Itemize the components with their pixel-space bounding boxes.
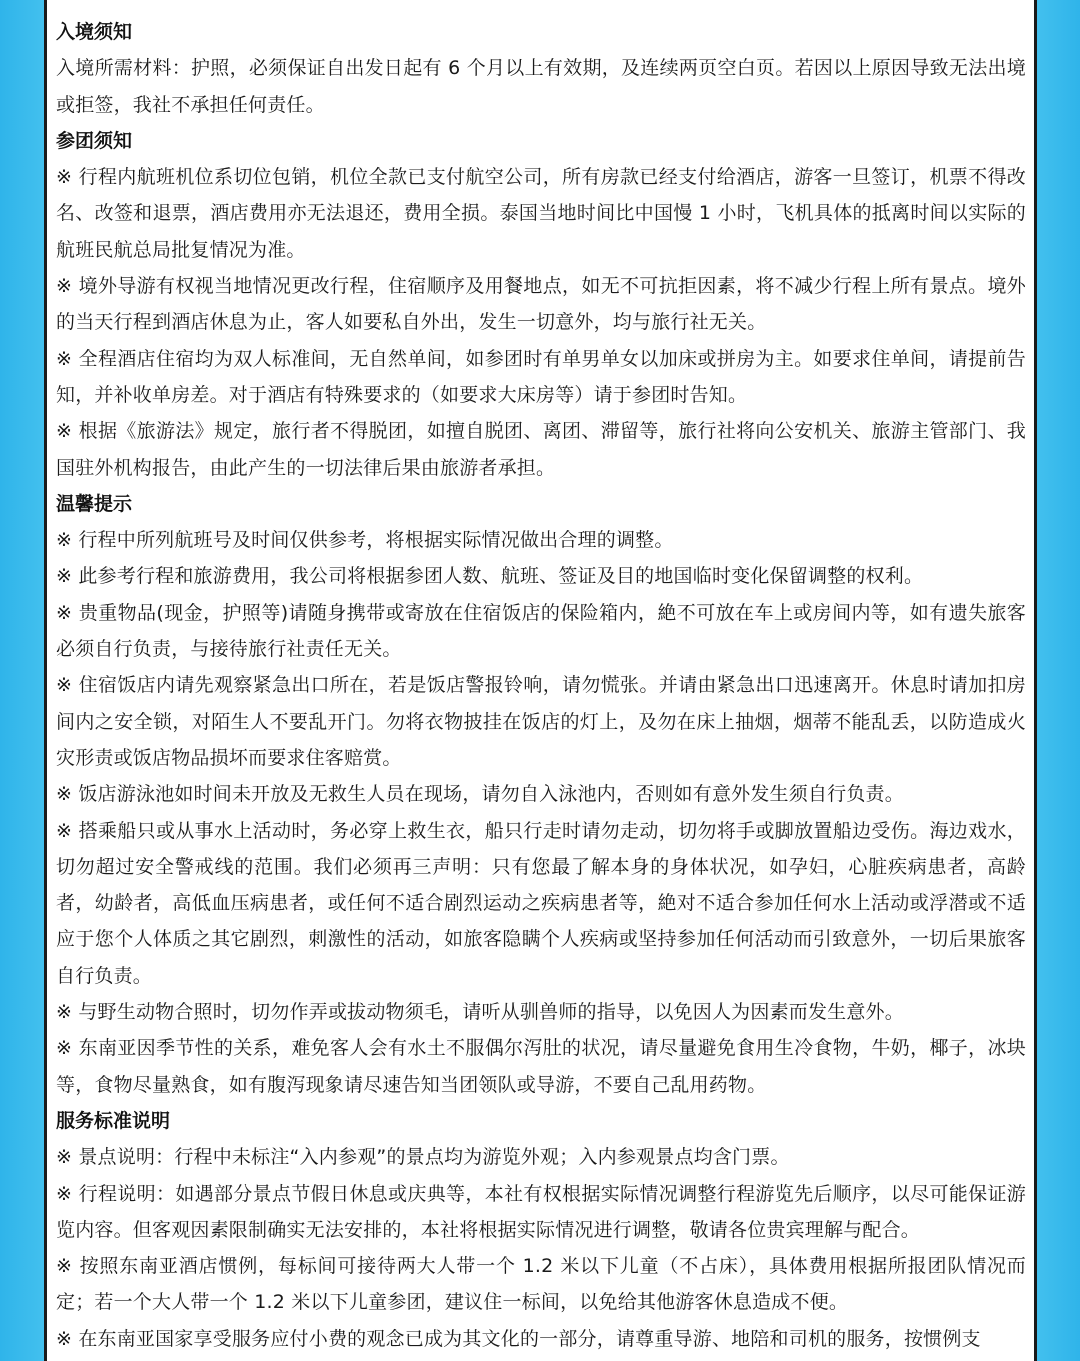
section-entry-notice: [56, 14, 1026, 123]
section-title: 温馨提示: [56, 492, 133, 515]
paragraph: ※ 东南亚因季节性的关系，难免客人会有水土不服偶尔泻肚的状况，请尽量避免食用生冷食物，牛奶，椰子，冰块等，食物尽量熟食，如有腹泻现象请尽速告知当团领队或导游，不要自己乱用药物。: [56, 1037, 1026, 1096]
paragraph: ※ 景点说明：行程中未标注“入内参观”的景点均为游览外观；入内参观景点均含门票。: [56, 1146, 790, 1169]
paragraph: ※ 此参考行程和旅游费用，我公司将根据参团人数、航班、签证及目的地国临时变化保留调整的权利。: [56, 565, 924, 588]
paragraph: ※ 行程中所列航班号及时间仅供参考，将根据实际情况做出合理的调整。: [56, 529, 674, 552]
paragraph: ※ 全程酒店住宿均为双人标准间，无自然单间，如参团时有单男单女以加床或拼房为主。如要求住单间，请提前告知，并补收单房差。对于酒店有特殊要求的（如要求大床房等）请于参团时告知。: [56, 347, 1026, 406]
paragraph: ※ 贵重物品(现金，护照等)请随身携带或寄放在住宿饭店的保险箱内，絶不可放在车上或房间内等，如有遗失旅客必须自行负责，与接待旅行社责任无关。: [56, 601, 1026, 661]
section-title: 入境须知: [56, 21, 133, 43]
paragraph: ※ 搭乘船只或从事水上活动时，务必穿上救生衣，船只行走时请勿走动，切勿将手或脚放置船边受伤。海边戏水，切勿超过安全警戒线的范围。我们必须再三声明：只有您最了解本身的身体状况，如孕妇，心脏疾病患者，高龄者，幼龄者，高低血压病患者，或任何不适合剧烈运动之疾病患者等，絶对不适合参加任何水上活动或浮潜或不适应于您个人体质之其它剧烈，刺激性的活动，如旅客隐瞒个人疾病或坚持参加任何活动而引致意外，一切后果旅客自行负责。: [56, 819, 1026, 987]
paragraph: ※ 境外导游有权视当地情况更改行程，住宿顺序及用餐地点，如无不可抗拒因素，将不减少行程上所有景点。境外的当天行程到酒店休息为止，客人如要私自外出，发生一切意外，均与旅行社无关。: [56, 275, 1026, 334]
paragraph: ※ 与野生动物合照时，切勿作弄或拔动物须毛，请听从驯兽师的指导，以免因人为因素而发生意外。: [56, 1001, 904, 1024]
paragraph: 入境所需材料：护照，必须保证自出发日起有 6 个月以上有效期，及连续两页空白页。若因以上原因导致无法出境或拒签，我社不承担任何责任。: [56, 57, 1026, 116]
section-group-notice: [56, 123, 1026, 486]
section-title: 服务标准说明: [56, 1109, 171, 1132]
section-warm-tips: [56, 486, 1026, 1103]
document-page: [44, 0, 1037, 1361]
section-title: 参团须知: [56, 129, 133, 152]
paragraph: ※ 饭店游泳池如时间未开放及无救生人员在现场，请勿自入泳池内，否则如有意外发生须自行负责。: [56, 783, 904, 806]
paragraph: ※ 在东南亚国家享受服务应付小费的观念已成为其文化的一部分，请尊重导游、地陪和司机的服务，按惯例支: [56, 1327, 981, 1350]
paragraph: ※ 行程说明：如遇部分景点节假日休息或庆典等，本社有权根据实际情况调整行程游览先后顺序，以尽可能保证游览内容。但客观因素限制确实无法安排的，本社将根据实际情况进行调整，敬请各位贵宾理解与配合。: [56, 1182, 1026, 1241]
section-service-standards: [56, 1103, 1026, 1357]
paragraph: ※ 行程内航班机位系切位包销，机位全款已支付航空公司，所有房款已经支付给酒店，游客一旦签订，机票不得改名、改签和退票，酒店费用亦无法退还，费用全损。泰国当地时间比中国慢 1 小时，飞机具体的抵离时间以实际的航班民航总局批复情况为准。: [56, 166, 1026, 261]
paragraph: ※ 根据《旅游法》规定，旅行者不得脱团，如擅自脱团、离团、滞留等，旅行社将向公安机关、旅游主管部门、我国驻外机构报告，由此产生的一切法律后果由旅游者承担。: [56, 420, 1026, 479]
paragraph: ※ 住宿饭店内请先观察紧急出口所在，若是饭店警报铃响，请勿慌张。并请由紧急出口迅速离开。休息时请加扣房间内之安全锁，对陌生人不要乱开门。勿将衣物披挂在饭店的灯上，及勿在床上抽烟，烟蒂不能乱丢，以防造成火灾形责或饭店物品损坏而要求住客赔赏。: [56, 674, 1026, 769]
paragraph: ※ 按照东南亚酒店惯例，每标间可接待两大人带一个 1.2 米以下儿童（不占床），具体费用根据所报团队情况而定；若一个大人带一个 1.2 米以下儿童参团，建议住一标间，以免给其他游客休息造成不便。: [56, 1255, 1026, 1314]
